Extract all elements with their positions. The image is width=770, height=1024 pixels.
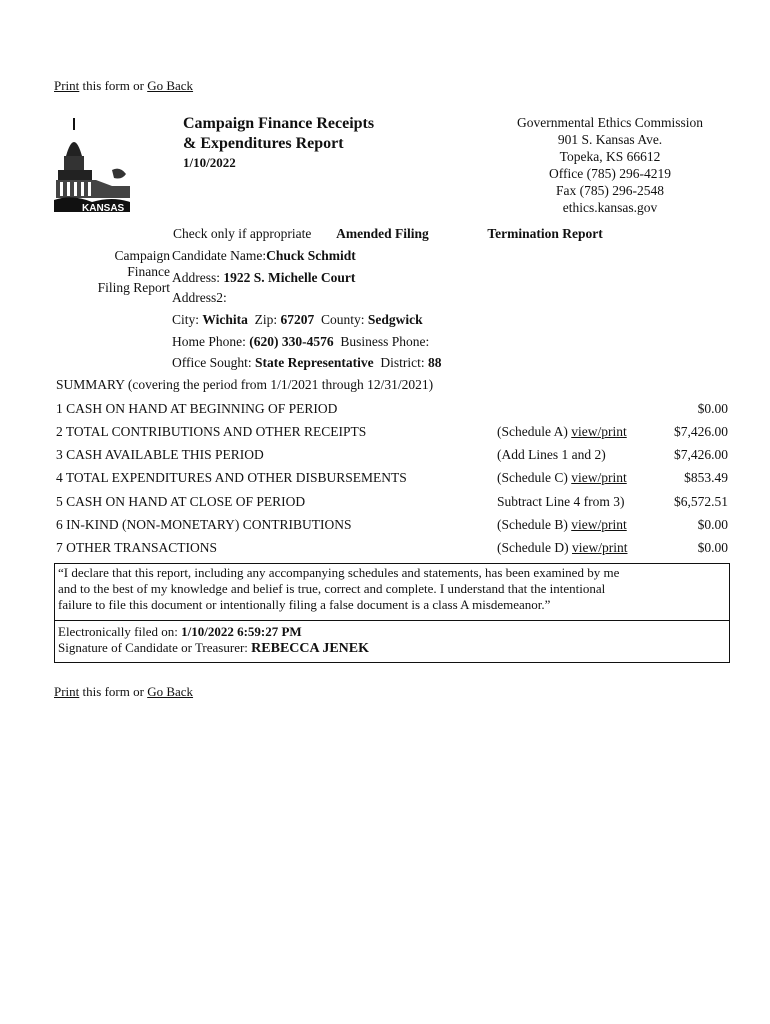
summary-row-7: [56, 540, 730, 560]
commission-info: [495, 114, 725, 216]
summary-row-4: [56, 470, 730, 490]
check-text: Check only if appropriate: [173, 226, 312, 241]
report-date: 1/10/2022: [183, 155, 236, 170]
report-title-block: [183, 114, 374, 171]
side-label-block: [55, 248, 170, 296]
address-label: Address:: [172, 270, 224, 285]
filed-on-line: [58, 624, 726, 640]
summary-row-amount: $0.00: [697, 540, 728, 555]
side-label-campaign: Campaign: [114, 248, 170, 263]
amended-label: Amended Filing: [336, 226, 429, 241]
district-label: District:: [380, 355, 428, 370]
logo-text: KANSAS: [82, 203, 125, 214]
address-value: 1922 S. Michelle Court: [223, 270, 356, 285]
summary-row-amount: $0.00: [697, 401, 728, 416]
city-label: City:: [172, 312, 203, 327]
top-nav: [54, 78, 193, 94]
candidate-name-line: [172, 248, 356, 264]
district-value: 88: [427, 355, 442, 370]
summary-row-label: 4 TOTAL EXPENDITURES AND OTHER DISBURSEMENTS: [56, 470, 407, 485]
home-phone-label: Home Phone:: [172, 334, 250, 349]
schedule-c-label: (Schedule C): [497, 470, 572, 485]
summary-row-label: 6 IN-KIND (NON-MONETARY) CONTRIBUTIONS: [56, 517, 352, 532]
office-line: [172, 355, 441, 371]
city-value: Wichita: [202, 312, 248, 327]
office-value: State Representative: [255, 355, 374, 370]
termination-label: Termination Report: [487, 226, 603, 241]
bottom-nav: [54, 684, 193, 700]
summary-row-1: [56, 401, 730, 421]
summary-row-amount: $6,572.51: [674, 494, 728, 509]
commission-name: Governmental Ethics Commission: [517, 115, 703, 130]
print-link[interactable]: Print: [54, 78, 80, 93]
address2-label: Address2:: [172, 290, 227, 305]
phone-line: [172, 334, 429, 350]
schedule-d-view-link[interactable]: view/print: [571, 540, 628, 555]
commission-address: 901 S. Kansas Ave.: [557, 132, 663, 147]
summary-row-2: [56, 424, 730, 444]
schedule-b-view-link[interactable]: view/print: [571, 517, 627, 532]
zip-value: 67207: [280, 312, 315, 327]
summary-row-schedule: (Add Lines 1 and 2): [497, 447, 606, 462]
county-label: County:: [321, 312, 368, 327]
summary-row-amount: $0.00: [697, 517, 728, 532]
go-back-link-bottom[interactable]: Go Back: [147, 684, 194, 699]
schedule-d-label: (Schedule D): [497, 540, 572, 555]
declaration-line-1: “I declare that this report, including any accompanying schedules and statements, has been examined by me: [58, 565, 620, 580]
schedule-b-label: (Schedule B): [497, 517, 572, 532]
signer-value: REBECCA JENEK: [251, 641, 370, 656]
declaration-box: [54, 563, 730, 621]
summary-row-amount: $853.49: [684, 470, 728, 485]
commission-city: Topeka, KS 66612: [559, 149, 661, 164]
summary-row-label: 7 OTHER TRANSACTIONS: [56, 540, 218, 555]
commission-website: ethics.kansas.gov: [562, 200, 658, 215]
report-title-line1: Campaign Finance Receipts: [183, 115, 375, 132]
candidate-value: Chuck Schmidt: [266, 248, 356, 263]
kansas-capitol-logo: [52, 116, 132, 214]
declaration-line-2: and to the best of my knowledge and belief is true, correct and complete. I understand that the intentional: [58, 581, 606, 596]
print-link-bottom[interactable]: Print: [54, 684, 80, 699]
signature-box: [54, 621, 730, 663]
home-phone-value: (620) 330-4576: [249, 334, 334, 349]
check-line: [173, 226, 429, 242]
signer-line: [58, 640, 726, 657]
candidate-label: Candidate Name:: [172, 248, 267, 263]
summary-row-amount: $7,426.00: [674, 424, 728, 439]
summary-row-3: [56, 447, 730, 467]
summary-row-amount: $7,426.00: [674, 447, 728, 462]
side-label-finance: Finance: [127, 264, 170, 279]
summary-heading: SUMMARY (covering the period from 1/1/2021 through 12/31/2021): [56, 377, 434, 392]
address2-line: [172, 290, 227, 306]
go-back-link[interactable]: Go Back: [147, 78, 194, 93]
city-line: [172, 312, 423, 328]
filed-on-value: 1/10/2022 6:59:27 PM: [181, 624, 302, 639]
summary-row-5: [56, 494, 730, 514]
zip-label: Zip:: [254, 312, 281, 327]
declaration-line-3: failure to file this document or intentionally filing a false document is a class A misdemeanor.”: [58, 597, 551, 612]
signer-label: Signature of Candidate or Treasurer:: [58, 640, 252, 655]
address-line: [172, 270, 355, 286]
side-label-filing-report: Filing Report: [97, 280, 170, 295]
summary-row-label: 3 CASH AVAILABLE THIS PERIOD: [56, 447, 264, 462]
office-label: Office Sought:: [172, 355, 255, 370]
schedule-a-label: (Schedule A): [497, 424, 572, 439]
nav-middle-text-bottom: this form or: [79, 684, 148, 699]
county-value: Sedgwick: [367, 312, 423, 327]
capitol-icon: [52, 116, 132, 214]
termination-line: [474, 226, 603, 242]
report-title-line2: & Expenditures Report: [183, 135, 344, 152]
business-phone-label: Business Phone:: [340, 334, 430, 349]
schedule-a-view-link[interactable]: view/print: [571, 424, 627, 439]
filed-on-label: Electronically filed on:: [58, 624, 182, 639]
commission-office-phone: Office (785) 296-4219: [549, 166, 671, 181]
summary-row-label: 5 CASH ON HAND AT CLOSE OF PERIOD: [56, 494, 306, 509]
nav-middle-text: this form or: [79, 78, 148, 93]
commission-fax: Fax (785) 296-2548: [556, 183, 664, 198]
summary-row-6: [56, 517, 730, 537]
summary-row-label: 1 CASH ON HAND AT BEGINNING OF PERIOD: [56, 401, 338, 416]
summary-row-schedule: Subtract Line 4 from 3): [497, 494, 625, 509]
schedule-c-view-link[interactable]: view/print: [571, 470, 627, 485]
summary-row-label: 2 TOTAL CONTRIBUTIONS AND OTHER RECEIPTS: [56, 424, 367, 439]
